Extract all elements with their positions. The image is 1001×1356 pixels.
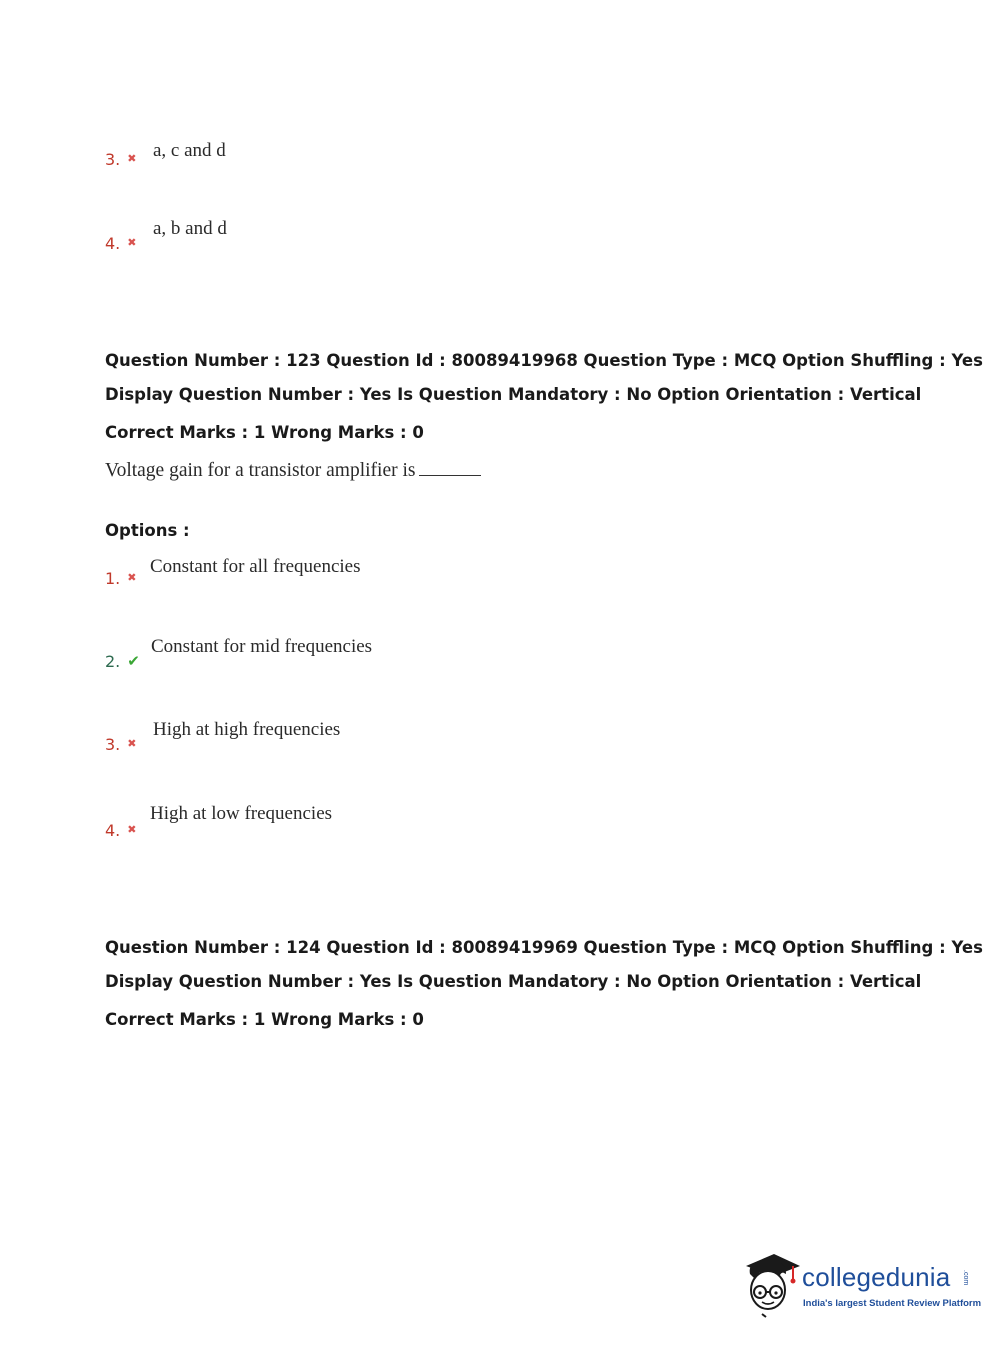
option-number (105, 234, 136, 253)
option-text: Constant for mid frequencies (151, 636, 373, 657)
option-text: Constant for all frequencies (150, 556, 361, 577)
options-label: Options : (105, 521, 190, 540)
question-meta-line1: Question Number : 123 Question Id : 80089419968 Question Type : MCQ Option Shuffling : Yes (105, 351, 983, 370)
collegedunia-logo (742, 1248, 982, 1318)
option-number-text: 4. (105, 821, 121, 840)
option-number-text: 3. (105, 150, 121, 169)
question-text (105, 460, 481, 482)
option-number (105, 652, 140, 671)
option-number (105, 735, 136, 754)
logo-tagline: India's largest Student Review Platform (803, 1298, 982, 1309)
option-number-text: 2. (105, 652, 121, 671)
option-text: a, b and d (153, 218, 227, 239)
option-number (105, 821, 136, 840)
question-meta-line1: Question Number : 124 Question Id : 80089419969 Question Type : MCQ Option Shuffling : Yes (105, 938, 983, 957)
question-meta-line2: Display Question Number : Yes Is Question Mandatory : No Option Orientation : Vertical (105, 385, 922, 404)
question-marks: Correct Marks : 1 Wrong Marks : 0 (105, 423, 424, 442)
logo-wordmark: collegedunia (802, 1262, 951, 1292)
option-text: a, c and d (153, 140, 226, 161)
cross-icon: ✖ (127, 236, 137, 249)
answer-blank (419, 461, 481, 476)
student-mascot-icon (742, 1248, 802, 1318)
option-number (105, 150, 136, 169)
option-text: High at high frequencies (153, 719, 341, 740)
cross-icon: ✖ (127, 571, 137, 584)
option-text: High at low frequencies (150, 803, 333, 824)
question-marks: Correct Marks : 1 Wrong Marks : 0 (105, 1010, 424, 1029)
option-number-text: 1. (105, 569, 121, 588)
cross-icon: ✖ (127, 823, 137, 836)
cross-icon: ✖ (127, 737, 137, 750)
logo-suffix: .com (962, 1270, 969, 1286)
option-number (105, 569, 136, 588)
question-text-content: Voltage gain for a transistor amplifier is (105, 460, 416, 481)
cross-icon: ✖ (127, 152, 137, 165)
check-icon: ✔ (127, 652, 140, 670)
option-number-text: 4. (105, 234, 121, 253)
question-meta-line2: Display Question Number : Yes Is Question Mandatory : No Option Orientation : Vertical (105, 972, 922, 991)
option-number-text: 3. (105, 735, 121, 754)
